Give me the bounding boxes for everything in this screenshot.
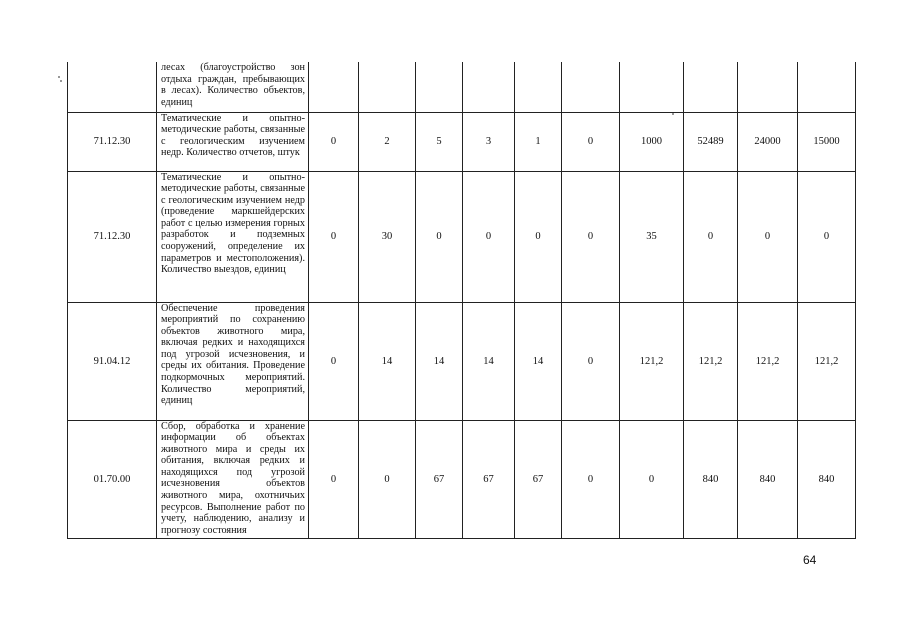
- value-cell: 0: [684, 171, 738, 302]
- table-row: [68, 62, 856, 112]
- value-cell: [515, 62, 562, 112]
- value-cell: 67: [416, 420, 463, 538]
- okpd-code-cell: [68, 62, 157, 112]
- value-cell: [684, 62, 738, 112]
- value-cell: 0: [309, 112, 359, 171]
- scan-speck: [58, 76, 60, 78]
- okpd-code-cell: 91.04.12: [68, 302, 157, 420]
- value-cell: 0: [562, 302, 620, 420]
- okpd-code-cell: 01.70.00: [68, 420, 157, 538]
- work-description-cell: Тематические и опытно-методические работы, связанные с геологическим изучением недр. Количество отчетов, штук: [157, 112, 309, 171]
- value-cell: 121,2: [798, 302, 856, 420]
- value-cell: 121,2: [738, 302, 798, 420]
- value-cell: 0: [620, 420, 684, 538]
- value-cell: 3: [463, 112, 515, 171]
- okpd-code-cell: 71.12.30: [68, 171, 157, 302]
- value-cell: [738, 62, 798, 112]
- value-cell: 24000: [738, 112, 798, 171]
- data-table: [67, 62, 856, 539]
- value-cell: 67: [515, 420, 562, 538]
- table-row: [68, 302, 856, 420]
- value-cell: 0: [798, 171, 856, 302]
- value-cell: 0: [562, 420, 620, 538]
- value-cell: 67: [463, 420, 515, 538]
- scan-speck: [60, 80, 62, 82]
- value-cell: 0: [738, 171, 798, 302]
- value-cell: 14: [515, 302, 562, 420]
- work-description-cell: Обеспечение проведения мероприятий по сохранению объектов животного мира, включая редких и находящихся под угрозой исчезновения, и среды их обитания. Проведение подкормочных мероприятий. Количество мероприятий, единиц: [157, 302, 309, 420]
- value-cell: [463, 62, 515, 112]
- value-cell: 0: [562, 112, 620, 171]
- value-cell: 840: [738, 420, 798, 538]
- value-cell: 0: [515, 171, 562, 302]
- value-cell: 2: [359, 112, 416, 171]
- value-cell: 0: [359, 420, 416, 538]
- value-cell: 14: [416, 302, 463, 420]
- value-cell: [359, 62, 416, 112]
- value-cell: 0: [463, 171, 515, 302]
- page-number: 64: [803, 553, 817, 567]
- value-cell: 0: [309, 302, 359, 420]
- value-cell: [798, 62, 856, 112]
- value-cell: 1: [515, 112, 562, 171]
- value-cell: 35: [620, 171, 684, 302]
- scan-speck: [672, 113, 674, 115]
- value-cell: [416, 62, 463, 112]
- value-cell: 15000: [798, 112, 856, 171]
- okpd-code-cell: 71.12.30: [68, 112, 157, 171]
- value-cell: 30: [359, 171, 416, 302]
- value-cell: [620, 62, 684, 112]
- table-row: [68, 171, 856, 302]
- value-cell: [562, 62, 620, 112]
- work-description-cell: Тематические и опытно-методические работы, связанные с геологическим изучением недр (проведение маркшейдерских работ с целью измерения горных разработок и подземных сооружений, определение их параметров и местоположения). Количество выездов, единиц: [157, 171, 309, 302]
- value-cell: 5: [416, 112, 463, 171]
- value-cell: 840: [684, 420, 738, 538]
- table-row: [68, 112, 856, 171]
- value-cell: 121,2: [684, 302, 738, 420]
- value-cell: 52489: [684, 112, 738, 171]
- value-cell: [309, 62, 359, 112]
- work-description-cell: лесах (благоустройство зон отдыха граждан, пребывающих в лесах). Количество объектов, единиц: [157, 62, 309, 112]
- value-cell: 1000: [620, 112, 684, 171]
- value-cell: 0: [562, 171, 620, 302]
- table-body: [68, 62, 856, 538]
- value-cell: 121,2: [620, 302, 684, 420]
- value-cell: 0: [309, 420, 359, 538]
- value-cell: 0: [416, 171, 463, 302]
- table-row: [68, 420, 856, 538]
- value-cell: 0: [309, 171, 359, 302]
- value-cell: 14: [359, 302, 416, 420]
- table-container: [67, 62, 856, 539]
- value-cell: 840: [798, 420, 856, 538]
- value-cell: 14: [463, 302, 515, 420]
- work-description-cell: Сбор, обработка и хранение информации об объектах животного мира и среды их обитания, включая редких и находящихся под угрозой исчезновения объектов животного мира, охотничьих ресурсов. Выполнение работ по учету, наблюдению, анализу и прогнозу состояния: [157, 420, 309, 538]
